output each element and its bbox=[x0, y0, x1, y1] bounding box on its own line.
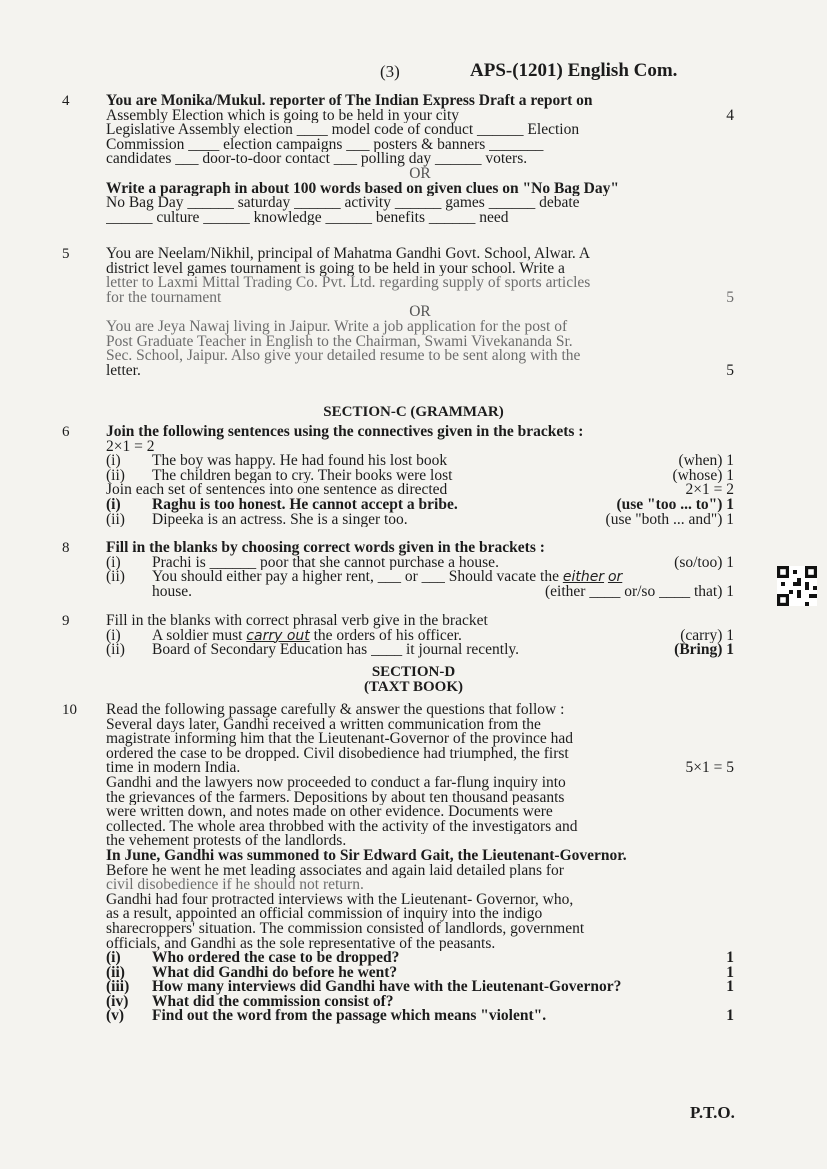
q6-part2: Join each set of sentences into one sentence as directed 2×1 = 2 bbox=[106, 483, 734, 498]
q8-item-1: (i) Prachi is ______ poor that she cannot purchase a house. (so/too) 1 bbox=[106, 555, 734, 571]
question-body bbox=[106, 94, 734, 225]
q9-item-2: (ii) Board of Secondary Education has ____ it journal recently. (Bring) 1 bbox=[106, 643, 734, 658]
question-number: 6 bbox=[62, 424, 70, 440]
q5-alt-line-2: Post Graduate Teacher in English to the Chairman, Swami Vivekananda Sr. bbox=[106, 334, 573, 350]
section-c-title: SECTION-C (GRAMMAR) bbox=[323, 404, 504, 420]
question-number: 8 bbox=[62, 540, 70, 556]
page-header bbox=[0, 60, 827, 84]
q5-alt-line-4: letter. 5 bbox=[106, 363, 734, 379]
q10-p4-line-4: officials, and Gandhi as the sole representative of the peasants. bbox=[106, 936, 496, 952]
page-footer: P.T.O. bbox=[690, 1103, 735, 1122]
or-label: OR bbox=[409, 305, 431, 320]
q9-instruction: Fill in the blanks with correct phrasal verb give in the bracket bbox=[106, 614, 488, 629]
section-d-title: SECTION-D bbox=[371, 664, 456, 680]
q10-p1-line-4: time in modern India. 5×1 = 5 bbox=[106, 761, 734, 776]
q5-line-2: district level games tournament is going to be held in your school. Write a bbox=[106, 261, 565, 277]
handwritten-answer: or bbox=[607, 570, 623, 585]
q10-question-2: (ii) What did Gandhi do before he went? 1 bbox=[106, 965, 734, 981]
handwritten-answer: either bbox=[562, 570, 605, 585]
q10-p4-line-2: as a result, appointed an official commission of inquiry into the indigo bbox=[106, 907, 543, 922]
q10-p1-line-3: ordered the case to be dropped. Civil disobedience had triumphed, the first bbox=[106, 746, 569, 762]
q9-item-1: (i) A soldier must carry out the orders of his officer. (carry) 1 bbox=[106, 628, 734, 644]
section-d-subtitle: (TAXT BOOK) bbox=[363, 679, 464, 695]
question-number: 9 bbox=[62, 613, 70, 629]
question-number: 4 bbox=[62, 93, 70, 109]
marks: 5 bbox=[726, 290, 734, 306]
q6-item-2: (ii) The children began to cry. Their books were lost (whose) 1 bbox=[106, 468, 734, 484]
paper-code: APS-(1201) English Com. bbox=[470, 60, 678, 81]
q10-p4-line-3: sharecroppers' situation. The commission consisted of landlords, government bbox=[106, 921, 585, 937]
q10-question-5: (v) Find out the word from the passage which means "violent". 1 bbox=[106, 1009, 734, 1025]
q4-line-2: Assembly Election which is going to be held in your city 4 bbox=[106, 108, 734, 124]
or-label: OR bbox=[409, 166, 431, 182]
question-number: 5 bbox=[62, 246, 70, 262]
marks: 4 bbox=[726, 108, 734, 124]
q10-p1-line-1: Several days later, Gandhi received a written communication from the bbox=[106, 717, 541, 733]
q8-instruction: Fill in the blanks by choosing correct words given in the brackets : bbox=[106, 541, 545, 556]
question-body bbox=[106, 247, 734, 378]
q4-line-4: Commission ____ election campaigns ___ posters & banners _______ bbox=[106, 137, 544, 153]
q10-p2-line-5: the vehement protests of the landlords. bbox=[106, 834, 347, 849]
q10-p2-line-1: Gandhi and the lawyers now proceeded to conduct a far-flung inquiry into bbox=[106, 775, 566, 791]
q5-alt-line-1: You are Jeya Nawaj living in Jaipur. Write a job application for the post of bbox=[106, 319, 568, 335]
page-number: (3) bbox=[380, 62, 400, 81]
question-body bbox=[106, 703, 734, 1024]
q4-line-3: Legislative Assembly election ____ model code of conduct ______ Election bbox=[106, 123, 580, 138]
q4-alt-line-1: Write a paragraph in about 100 words based on given clues on "No Bag Day" bbox=[106, 181, 619, 197]
q10-p2-line-3: were written down, and notes made on other evidence. Documents were bbox=[106, 805, 553, 820]
q5-alt-line-3: Sec. School, Jaipur. Also give your detailed resume to be sent along with the bbox=[106, 349, 581, 364]
q10-p3-line-3: civil disobedience if he should not return. bbox=[106, 878, 364, 893]
q4-alt-line-3: ______ culture ______ knowledge ______ benefits ______ need bbox=[106, 210, 509, 226]
q8-item-2: (ii) You should either pay a higher rent, ___ or ___ Should vacate the either or bbox=[106, 570, 623, 585]
question-body bbox=[106, 425, 734, 527]
q8-item-2-cont: house. (either ____ or/so ____ that) 1 bbox=[152, 584, 734, 600]
marks: 5 bbox=[726, 363, 734, 379]
handwritten-answer: carry out bbox=[246, 628, 310, 644]
q6-instruction: Join the following sentences using the connectives given in the brackets : bbox=[106, 425, 584, 440]
question-body bbox=[106, 541, 734, 599]
q6-part2-item-1: (i) Raghu is too honest. He cannot accept a bribe. (use "too ... to") 1 bbox=[106, 497, 734, 513]
q4-line-5: candidates ___ door-to-door contact ___ polling day ______ voters. bbox=[106, 152, 528, 167]
q5-line-4: for the tournament 5 bbox=[106, 290, 734, 306]
q6-item-1: (i) The boy was happy. He had found his lost book (when) 1 bbox=[106, 454, 734, 469]
q6-part2-item-2: (ii) Dipeeka is an actress. She is a singer too. (use "both ... and") 1 bbox=[106, 512, 734, 528]
q5-line-1: You are Neelam/Nikhil, principal of Mahatma Gandhi Govt. School, Alwar. A bbox=[106, 247, 591, 262]
marks: 5×1 = 5 bbox=[685, 761, 734, 776]
q10-question-4: (iv) What did the commission consist of? bbox=[106, 994, 394, 1010]
q6-marks: 2×1 = 2 bbox=[106, 439, 155, 455]
q10-p3-line-2: Before he went he met leading associates and again laid detailed plans for bbox=[106, 863, 564, 879]
qr-code-icon bbox=[777, 566, 817, 606]
q10-question-1: (i) Who ordered the case to be dropped? 1 bbox=[106, 951, 734, 966]
q4-alt-line-2: No Bag Day ______ saturday ______ activity ______ games ______ debate bbox=[106, 196, 580, 211]
question-body bbox=[106, 614, 734, 658]
question-number: 10 bbox=[62, 702, 77, 718]
q10-instruction: Read the following passage carefully & answer the questions that follow : bbox=[106, 703, 565, 718]
q4-line-1: You are Monika/Mukul. reporter of The Indian Express Draft a report on bbox=[106, 94, 593, 109]
q10-p2-line-2: the grievances of the farmers. Depositions by about ten thousand peasants bbox=[106, 790, 565, 806]
q5-line-3: letter to Laxmi Mittal Trading Co. Pvt. Ltd. regarding supply of sports articles bbox=[106, 276, 591, 291]
q10-p2-line-4: collected. The whole area throbbed with the activity of the investigators and bbox=[106, 819, 578, 835]
q10-p3-line-1: In June, Gandhi was summoned to Sir Edward Gait, the Lieutenant-Governor. bbox=[106, 848, 627, 864]
q10-question-3: (iii) How many interviews did Gandhi have with the Lieutenant-Governor? 1 bbox=[106, 980, 734, 995]
q10-p4-line-1: Gandhi had four protracted interviews with the Lieutenant- Governor, who, bbox=[106, 892, 574, 908]
q10-p1-line-2: magistrate informing him that the Lieutenant-Governor of the province had bbox=[106, 732, 574, 747]
